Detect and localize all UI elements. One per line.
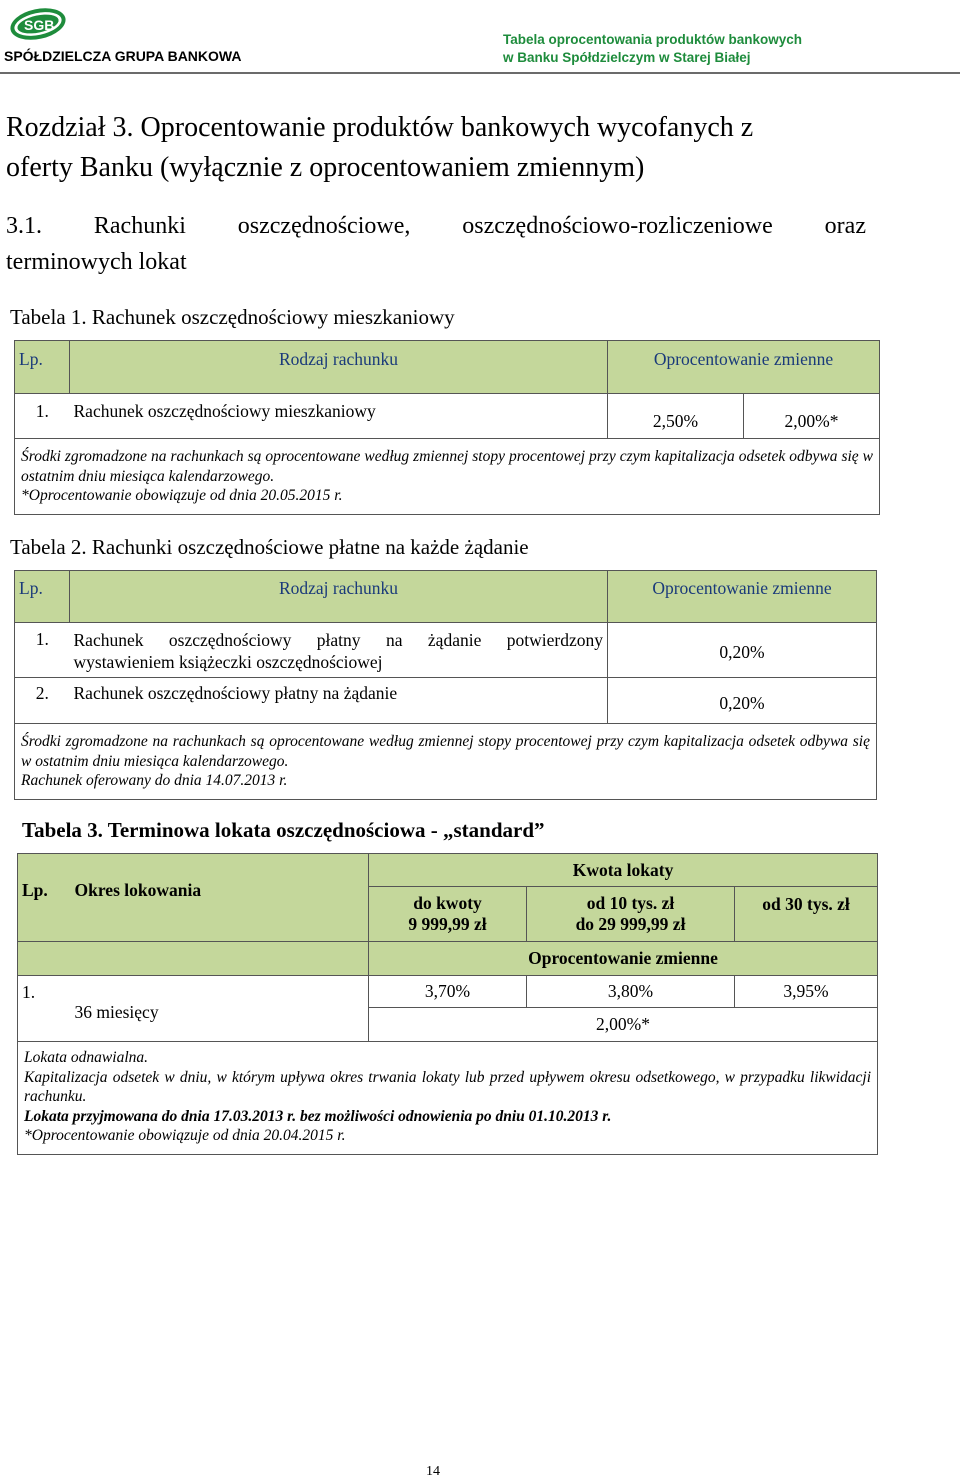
table3-notes	[18, 1042, 878, 1155]
table2-notes	[15, 724, 877, 800]
table3-note: Lokata przyjmowana do dnia 17.03.2013 r. bez możliwości odnowienia po dniu 01.10.2013 r.	[24, 1107, 612, 1125]
table3-note: Lokata odnawialna.	[24, 1049, 149, 1066]
section-word: 3.1.	[6, 213, 42, 239]
table-row	[15, 623, 877, 678]
header-title	[503, 31, 802, 67]
table2-row-name: Rachunek oszczędnościowy płatny na żądanie	[70, 678, 608, 724]
table1-header-type: Rodzaj rachunku	[70, 341, 608, 394]
table3-header-col3: od 30 tys. zł	[735, 887, 878, 942]
table3-row-r2: 3,80%	[527, 976, 735, 1008]
header-divider	[0, 72, 960, 74]
table-row	[18, 976, 878, 1008]
table3-header-spacer	[18, 942, 369, 976]
table2-caption: Tabela 2. Rachunki oszczędnościowe płatne na każde żądanie	[10, 535, 529, 559]
table3-header-amount: Kwota lokaty	[369, 854, 878, 887]
bank-name: SPÓŁDZIELCZA GRUPA BANKOWA	[4, 48, 242, 64]
table2-header-rate: Oprocentowanie zmienne	[608, 571, 877, 623]
table-row	[15, 394, 880, 439]
table1-row-name: Rachunek oszczędnościowy mieszkaniowy	[70, 394, 608, 439]
section-word: oraz	[824, 213, 866, 239]
table3-header-col2-line1: od 10 tys. zł	[586, 893, 675, 913]
table1	[14, 340, 880, 515]
chapter-title	[6, 108, 886, 188]
table3-header-col1-line2: 9 999,99 zł	[408, 914, 487, 934]
table1-caption: Tabela 1. Rachunek oszczędnościowy mieszkaniowy	[10, 305, 455, 329]
table2-row-rate: 0,20%	[608, 623, 877, 678]
table2-row-name: Rachunek oszczędnościowy płatny na żądanie potwierdzony wystawieniem książeczki oszczędnościowej	[70, 623, 608, 678]
svg-text:SGB: SGB	[24, 17, 55, 33]
section-word: oszczędnościowe,	[237, 213, 411, 239]
table2-header-lp: Lp.	[15, 571, 70, 623]
table1-row-rate1: 2,50%	[608, 394, 744, 439]
table3-row-rall: 2,00%*	[369, 1008, 878, 1042]
table3-row-period: 36 miesięcy	[71, 976, 369, 1042]
table3-note: *Oprocentowanie obowiązuje od dnia 20.04.2015 r.	[24, 1127, 346, 1144]
table3-header-col2-line2: do 29 999,99 zł	[575, 914, 686, 934]
table2-header-type: Rodzaj rachunku	[70, 571, 608, 623]
table3-header-lp: Lp.	[18, 854, 71, 942]
section-title-line2: terminowych lokat	[6, 249, 187, 275]
page-number: 14	[426, 1464, 440, 1479]
table3-header-period: Okres lokowania	[71, 854, 369, 942]
table1-note: *Oprocentowanie obowiązuje od dnia 20.05.2015 r.	[21, 487, 343, 504]
table-row	[15, 678, 877, 724]
table3-row-r3: 3,95%	[735, 976, 878, 1008]
chapter-title-line1: Rozdział 3. Oprocentowanie produktów bankowych wycofanych z	[6, 112, 754, 143]
section-title-line1	[6, 208, 866, 244]
table1-row-lp: 1.	[15, 394, 70, 439]
table3-caption: Tabela 3. Terminowa lokata oszczędnościowa - „standard”	[22, 818, 545, 842]
table3-header-col2	[527, 887, 735, 942]
table2-row-lp: 1.	[15, 623, 70, 678]
table3	[17, 853, 878, 1155]
table1-row-rate2: 2,00%*	[744, 394, 880, 439]
table3-header-rate: Oprocentowanie zmienne	[369, 942, 878, 976]
table3-note: Kapitalizacja odsetek w dniu, w którym upływa okres trwania lokaty lub przed upływem okresu odsetkowego, w przypadku likwidacji rachunku.	[24, 1068, 872, 1105]
table3-header-col1-line1: do kwoty	[413, 893, 482, 913]
table2-row-rate: 0,20%	[608, 678, 877, 724]
section-word: oszczędnościowo-rozliczeniowe	[462, 213, 773, 239]
table1-notes	[15, 439, 880, 515]
page-header	[0, 0, 960, 76]
table3-header-col1	[369, 887, 527, 942]
section-title	[6, 208, 866, 280]
header-title-line1: Tabela oprocentowania produktów bankowych	[502, 32, 802, 47]
table2-row-lp: 2.	[15, 678, 70, 724]
table2	[14, 570, 877, 800]
table1-note: Środki zgromadzone na rachunkach są oprocentowane według zmiennej stopy procentowej przy czym kapitalizacja odsetek odbywa się w ostatnim dniu miesiąca kalendarzowego.	[21, 448, 873, 485]
sgb-logo	[8, 6, 68, 42]
table1-header-lp: Lp.	[15, 341, 70, 394]
chapter-title-line2: oferty Banku (wyłącznie z oprocentowaniem zmiennym)	[6, 152, 645, 183]
header-title-line2: w Banku Spółdzielczym w Starej Białej	[502, 50, 751, 65]
table2-note: Rachunek oferowany do dnia 14.07.2013 r.	[21, 772, 288, 789]
table3-row-r1: 3,70%	[369, 976, 527, 1008]
table2-note: Środki zgromadzone na rachunkach są oprocentowane według zmiennej stopy procentowej przy czym kapitalizacja odsetek odbywa się w ostatnim dniu miesiąca kalendarzowego.	[21, 733, 870, 770]
section-word: Rachunki	[93, 213, 186, 239]
table3-row-lp: 1.	[18, 976, 71, 1042]
table1-header-rate: Oprocentowanie zmienne	[608, 341, 880, 394]
